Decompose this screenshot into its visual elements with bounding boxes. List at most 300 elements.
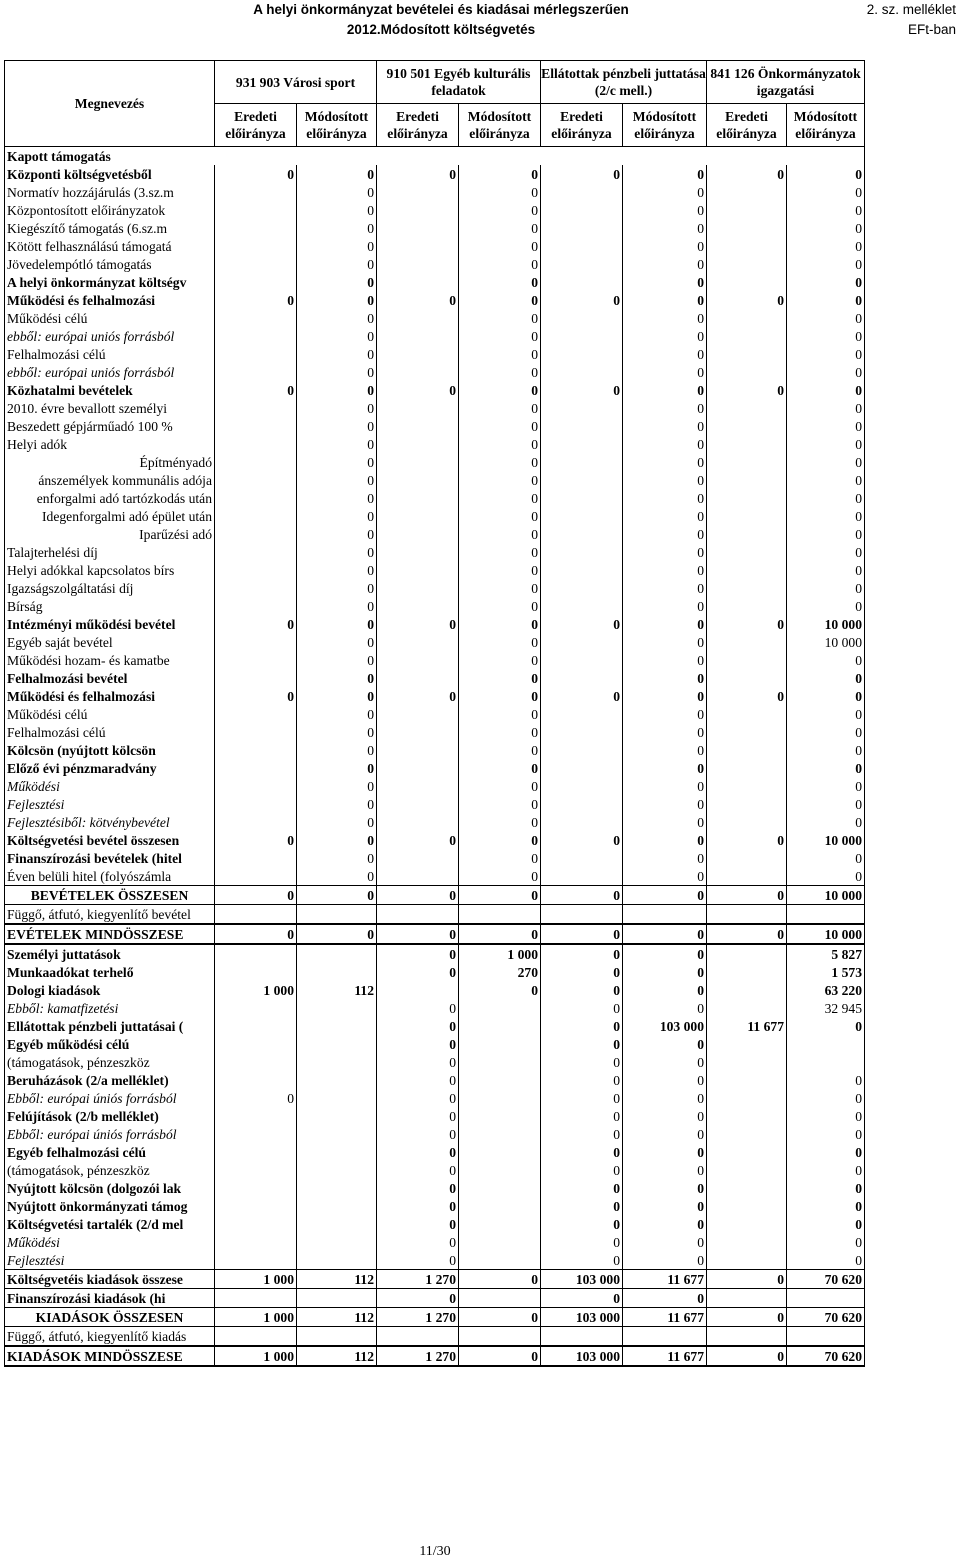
value-cell: 0 (623, 597, 707, 615)
value-cell: 0 (623, 1089, 707, 1107)
value-cell (297, 1143, 377, 1161)
value-cell: 11 677 (623, 1346, 707, 1366)
value-cell: 0 (459, 453, 541, 471)
group-header-culture: 910 501 Egyéb kulturális feladatok (377, 61, 541, 104)
value-cell: 0 (623, 723, 707, 741)
value-cell: 11 677 (623, 1270, 707, 1289)
value-cell: 0 (459, 687, 541, 705)
value-cell: 0 (623, 944, 707, 963)
value-cell: 0 (377, 615, 459, 633)
value-cell: 0 (215, 687, 297, 705)
value-cell (215, 453, 297, 471)
value-cell (297, 1289, 377, 1308)
table-row (5, 597, 865, 615)
value-cell: 0 (623, 561, 707, 579)
value-cell (377, 561, 459, 579)
value-cell (541, 579, 623, 597)
value-cell: 0 (623, 543, 707, 561)
sub-header-original: Eredeti előirányza (541, 104, 623, 147)
value-cell (707, 1071, 787, 1089)
value-cell: 0 (297, 435, 377, 453)
row-label: Munkaadókat terhelő (5, 963, 215, 981)
value-cell (215, 219, 297, 237)
row-label: Működési (5, 1233, 215, 1251)
value-cell (377, 705, 459, 723)
value-cell (215, 363, 297, 381)
value-cell: 0 (459, 1346, 541, 1366)
value-cell (215, 1197, 297, 1215)
value-cell (297, 905, 377, 925)
value-cell (707, 183, 787, 201)
value-cell: 0 (787, 1125, 865, 1143)
value-cell: 0 (623, 813, 707, 831)
value-cell: 0 (541, 944, 623, 963)
table-row (5, 705, 865, 723)
value-cell: 0 (623, 1143, 707, 1161)
value-cell: 0 (541, 886, 623, 905)
sub-header-modified: Módosított előirányza (459, 104, 541, 147)
budget-table (4, 60, 865, 1367)
value-cell (215, 435, 297, 453)
value-cell (215, 525, 297, 543)
row-label: Személyi juttatások (5, 944, 215, 963)
value-cell: 0 (541, 1089, 623, 1107)
value-cell (459, 1071, 541, 1089)
value-cell: 0 (623, 417, 707, 435)
value-cell (541, 507, 623, 525)
value-cell: 0 (297, 886, 377, 905)
value-cell: 0 (377, 924, 459, 944)
value-cell: 0 (623, 291, 707, 309)
value-cell: 0 (541, 165, 623, 183)
row-label: Finanszírozási bevételek (hitel (5, 849, 215, 867)
value-cell: 0 (377, 381, 459, 399)
value-cell: 11 677 (623, 1308, 707, 1327)
value-cell: 70 620 (787, 1346, 865, 1366)
value-cell: 0 (623, 471, 707, 489)
value-cell (215, 1161, 297, 1179)
value-cell (377, 345, 459, 363)
value-cell: 1 270 (377, 1270, 459, 1289)
value-cell: 0 (623, 327, 707, 345)
value-cell (459, 999, 541, 1017)
value-cell: 0 (787, 597, 865, 615)
value-cell: 112 (297, 1308, 377, 1327)
value-cell: 0 (787, 363, 865, 381)
row-label: Beszedett gépjárműadó 100 % (5, 417, 215, 435)
row-label: Bírság (5, 597, 215, 615)
value-cell: 0 (377, 1161, 459, 1179)
table-row (5, 327, 865, 345)
value-cell (707, 944, 787, 963)
table-row (5, 543, 865, 561)
table-row (5, 633, 865, 651)
value-cell: 0 (541, 1161, 623, 1179)
value-cell: 0 (459, 291, 541, 309)
page-number: 11/30 (419, 1544, 451, 1559)
value-cell (707, 963, 787, 981)
value-cell (541, 525, 623, 543)
title-line-1: A helyi önkormányzat bevételei és kiadásai mérlegszerűen (253, 2, 629, 17)
row-label: Közhatalmi bevételek (5, 381, 215, 399)
group-header-benefits: Ellátottak pénzbeli juttatása (2/c mell.) (541, 61, 707, 104)
value-cell: 0 (623, 1179, 707, 1197)
value-cell: 112 (297, 1346, 377, 1366)
value-cell (541, 327, 623, 345)
value-cell (377, 507, 459, 525)
row-label: Normatív hozzájárulás (3.sz.m (5, 183, 215, 201)
value-cell: 0 (377, 1197, 459, 1215)
value-cell (707, 273, 787, 291)
table-row (5, 813, 865, 831)
table-row (5, 237, 865, 255)
value-cell (297, 1327, 377, 1347)
row-label: (támogatások, pénzeszköz (5, 1161, 215, 1179)
value-cell: 0 (787, 867, 865, 886)
value-cell: 0 (297, 723, 377, 741)
value-cell: 0 (787, 507, 865, 525)
table-row (5, 944, 865, 963)
value-cell (541, 705, 623, 723)
value-cell (623, 905, 707, 925)
value-cell: 0 (623, 1251, 707, 1270)
value-cell (541, 273, 623, 291)
value-cell: 0 (459, 597, 541, 615)
row-label: Kiegészítő támogatás (6.sz.m (5, 219, 215, 237)
table-row (5, 849, 865, 867)
value-cell (541, 417, 623, 435)
value-cell: 0 (459, 633, 541, 651)
value-cell: 0 (707, 291, 787, 309)
value-cell: 0 (707, 1346, 787, 1366)
value-cell (215, 795, 297, 813)
value-cell: 0 (459, 471, 541, 489)
value-cell: 0 (377, 886, 459, 905)
value-cell: 0 (623, 1197, 707, 1215)
value-cell: 0 (459, 255, 541, 273)
value-cell: 0 (787, 723, 865, 741)
value-cell (541, 399, 623, 417)
value-cell (707, 1197, 787, 1215)
value-cell (541, 867, 623, 886)
value-cell (459, 1017, 541, 1035)
value-cell (297, 944, 377, 963)
table-row (5, 381, 865, 399)
value-cell (707, 1251, 787, 1270)
value-cell (215, 1035, 297, 1053)
value-cell: 0 (787, 1107, 865, 1125)
value-cell: 10 000 (787, 924, 865, 944)
value-cell (215, 579, 297, 597)
value-cell: 0 (787, 1071, 865, 1089)
row-label: Felhalmozási bevétel (5, 669, 215, 687)
value-cell: 0 (459, 435, 541, 453)
value-cell (707, 471, 787, 489)
value-cell: 0 (541, 1125, 623, 1143)
value-cell (707, 981, 787, 999)
row-label: Talajterhelési díj (5, 543, 215, 561)
annex-header (867, 0, 956, 40)
value-cell (707, 867, 787, 886)
value-cell: 0 (459, 759, 541, 777)
value-cell: 1 000 (215, 1308, 297, 1327)
value-cell: 0 (787, 327, 865, 345)
row-label: ánszemélyek kommunális adója (5, 471, 215, 489)
value-cell: 0 (297, 255, 377, 273)
value-cell (215, 507, 297, 525)
value-cell: 0 (459, 165, 541, 183)
table-row (5, 795, 865, 813)
value-cell: 0 (623, 309, 707, 327)
value-cell (215, 651, 297, 669)
value-cell: 0 (623, 453, 707, 471)
row-label: KIADÁSOK MINDÖSSZESE (5, 1346, 215, 1366)
value-cell (541, 561, 623, 579)
value-cell: 0 (459, 381, 541, 399)
value-cell: 0 (707, 165, 787, 183)
value-cell (541, 795, 623, 813)
value-cell: 0 (787, 579, 865, 597)
value-cell: 70 620 (787, 1270, 865, 1289)
row-label: (támogatások, pénzeszköz (5, 1053, 215, 1071)
value-cell: 0 (623, 363, 707, 381)
value-cell: 0 (297, 924, 377, 944)
row-label: Felhalmozási célú (5, 345, 215, 363)
value-cell: 0 (377, 1071, 459, 1089)
row-label: Egyéb működési célú (5, 1035, 215, 1053)
value-cell (707, 561, 787, 579)
value-cell: 1 000 (215, 981, 297, 999)
value-cell (297, 1107, 377, 1125)
value-cell (707, 309, 787, 327)
value-cell: 0 (623, 1289, 707, 1308)
value-cell: 0 (707, 1308, 787, 1327)
value-cell: 0 (787, 1179, 865, 1197)
table-row (5, 201, 865, 219)
value-cell: 0 (623, 219, 707, 237)
value-cell: 0 (623, 201, 707, 219)
value-cell (377, 255, 459, 273)
value-cell (707, 201, 787, 219)
value-cell (297, 1215, 377, 1233)
row-label: Előző évi pénzmaradvány (5, 759, 215, 777)
row-label: Központi költségvetésből (5, 165, 215, 183)
value-cell: 0 (297, 705, 377, 723)
row-label: Függő, átfutó, kiegyenlítő bevétel (5, 905, 215, 925)
value-cell: 0 (623, 981, 707, 999)
value-cell: 0 (787, 417, 865, 435)
value-cell: 0 (787, 471, 865, 489)
value-cell (377, 435, 459, 453)
table-row (5, 1346, 865, 1366)
value-cell (215, 597, 297, 615)
value-cell (541, 633, 623, 651)
value-cell: 270 (459, 963, 541, 981)
value-cell: 0 (787, 777, 865, 795)
value-cell: 0 (787, 795, 865, 813)
table-row (5, 363, 865, 381)
table-body (5, 147, 865, 1367)
table-row (5, 561, 865, 579)
value-cell: 0 (377, 1215, 459, 1233)
table-row (5, 579, 865, 597)
table-row (5, 1035, 865, 1053)
value-cell (297, 1071, 377, 1089)
value-cell: 0 (623, 963, 707, 981)
value-cell: 0 (623, 1233, 707, 1251)
value-cell: 0 (787, 561, 865, 579)
value-cell (459, 1179, 541, 1197)
value-cell: 0 (297, 687, 377, 705)
row-label: Kötött felhasználású támogatá (5, 237, 215, 255)
value-cell (707, 849, 787, 867)
value-cell: 0 (459, 723, 541, 741)
value-cell: 0 (787, 435, 865, 453)
row-label: Egyéb felhalmozási célú (5, 1143, 215, 1161)
value-cell (541, 363, 623, 381)
value-cell: 10 000 (787, 615, 865, 633)
group-header-sport: 931 903 Városi sport (215, 61, 377, 104)
row-label: Kölcsön (nyújtott kölcsön (5, 741, 215, 759)
value-cell: 0 (459, 1308, 541, 1327)
table-row (5, 981, 865, 999)
value-cell: 0 (787, 453, 865, 471)
table-row (5, 687, 865, 705)
value-cell: 0 (377, 1179, 459, 1197)
value-cell: 0 (787, 309, 865, 327)
value-cell (707, 905, 787, 925)
table-row (5, 273, 865, 291)
value-cell (215, 1327, 297, 1347)
value-cell (215, 1143, 297, 1161)
value-cell (707, 999, 787, 1017)
value-cell (707, 669, 787, 687)
annex-label: 2. sz. melléklet (866, 2, 956, 17)
value-cell (459, 1089, 541, 1107)
value-cell (541, 905, 623, 925)
value-cell: 0 (459, 924, 541, 944)
value-cell (541, 345, 623, 363)
value-cell: 0 (541, 1107, 623, 1125)
value-cell (377, 849, 459, 867)
row-label: Működési és felhalmozási (5, 687, 215, 705)
value-cell: 0 (623, 579, 707, 597)
value-cell: 0 (787, 525, 865, 543)
value-cell (377, 759, 459, 777)
table-row (5, 435, 865, 453)
value-cell: 0 (459, 849, 541, 867)
table-row (5, 1125, 865, 1143)
value-cell: 0 (459, 183, 541, 201)
value-cell: 0 (297, 579, 377, 597)
value-cell: 0 (623, 507, 707, 525)
value-cell: 0 (215, 1089, 297, 1107)
value-cell (215, 741, 297, 759)
value-cell (459, 1053, 541, 1071)
row-label: Működési célú (5, 705, 215, 723)
value-cell (541, 453, 623, 471)
value-cell (707, 741, 787, 759)
value-cell (215, 999, 297, 1017)
table-row (5, 219, 865, 237)
value-cell: 0 (459, 615, 541, 633)
value-cell: 0 (215, 831, 297, 849)
row-label: Kapott támogatás (5, 147, 865, 166)
value-cell (707, 525, 787, 543)
row-label: Ebből: európai úniós forrásból (5, 1089, 215, 1107)
value-cell (707, 1125, 787, 1143)
value-cell: 0 (297, 363, 377, 381)
value-cell: 0 (623, 705, 707, 723)
value-cell (377, 669, 459, 687)
value-cell: 0 (459, 777, 541, 795)
row-label: Függő, átfutó, kiegyenlítő kiadás (5, 1327, 215, 1347)
value-cell (707, 759, 787, 777)
value-cell: 0 (541, 999, 623, 1017)
value-cell: 0 (459, 867, 541, 886)
value-cell (215, 1053, 297, 1071)
value-cell (377, 723, 459, 741)
value-cell: 0 (541, 381, 623, 399)
value-cell: 0 (297, 183, 377, 201)
value-cell: 0 (297, 165, 377, 183)
value-cell (377, 597, 459, 615)
value-cell (707, 543, 787, 561)
value-cell: 0 (787, 1197, 865, 1215)
value-cell (707, 1143, 787, 1161)
document-title (236, 0, 646, 40)
value-cell (377, 981, 459, 999)
value-cell: 0 (541, 1215, 623, 1233)
value-cell (377, 867, 459, 886)
value-cell (541, 489, 623, 507)
value-cell: 0 (623, 651, 707, 669)
value-cell (541, 183, 623, 201)
value-cell (297, 1125, 377, 1143)
value-cell (541, 741, 623, 759)
value-cell (787, 1035, 865, 1053)
table-row (5, 1161, 865, 1179)
row-label: Ebből: kamatfizetési (5, 999, 215, 1017)
table-row (5, 1289, 865, 1308)
value-cell (541, 813, 623, 831)
row-label: Iparűzési adó (5, 525, 215, 543)
value-cell: 0 (787, 1017, 865, 1035)
value-cell: 10 000 (787, 886, 865, 905)
value-cell: 0 (459, 795, 541, 813)
value-cell: 0 (623, 435, 707, 453)
value-cell: 0 (297, 831, 377, 849)
value-cell (707, 723, 787, 741)
value-cell: 0 (541, 981, 623, 999)
value-cell (541, 309, 623, 327)
value-cell: 0 (707, 1270, 787, 1289)
value-cell (707, 705, 787, 723)
value-cell: 0 (541, 1143, 623, 1161)
row-label: Felhalmozási célú (5, 723, 215, 741)
value-cell: 0 (377, 1017, 459, 1035)
value-cell (707, 345, 787, 363)
value-cell: 0 (297, 471, 377, 489)
row-label: Helyi adók (5, 435, 215, 453)
sub-header-modified: Módosított előirányza (623, 104, 707, 147)
value-cell (377, 489, 459, 507)
value-cell: 0 (541, 924, 623, 944)
value-cell: 0 (459, 201, 541, 219)
value-cell (297, 1179, 377, 1197)
sub-header-original: Eredeti előirányza (377, 104, 459, 147)
value-cell (541, 597, 623, 615)
